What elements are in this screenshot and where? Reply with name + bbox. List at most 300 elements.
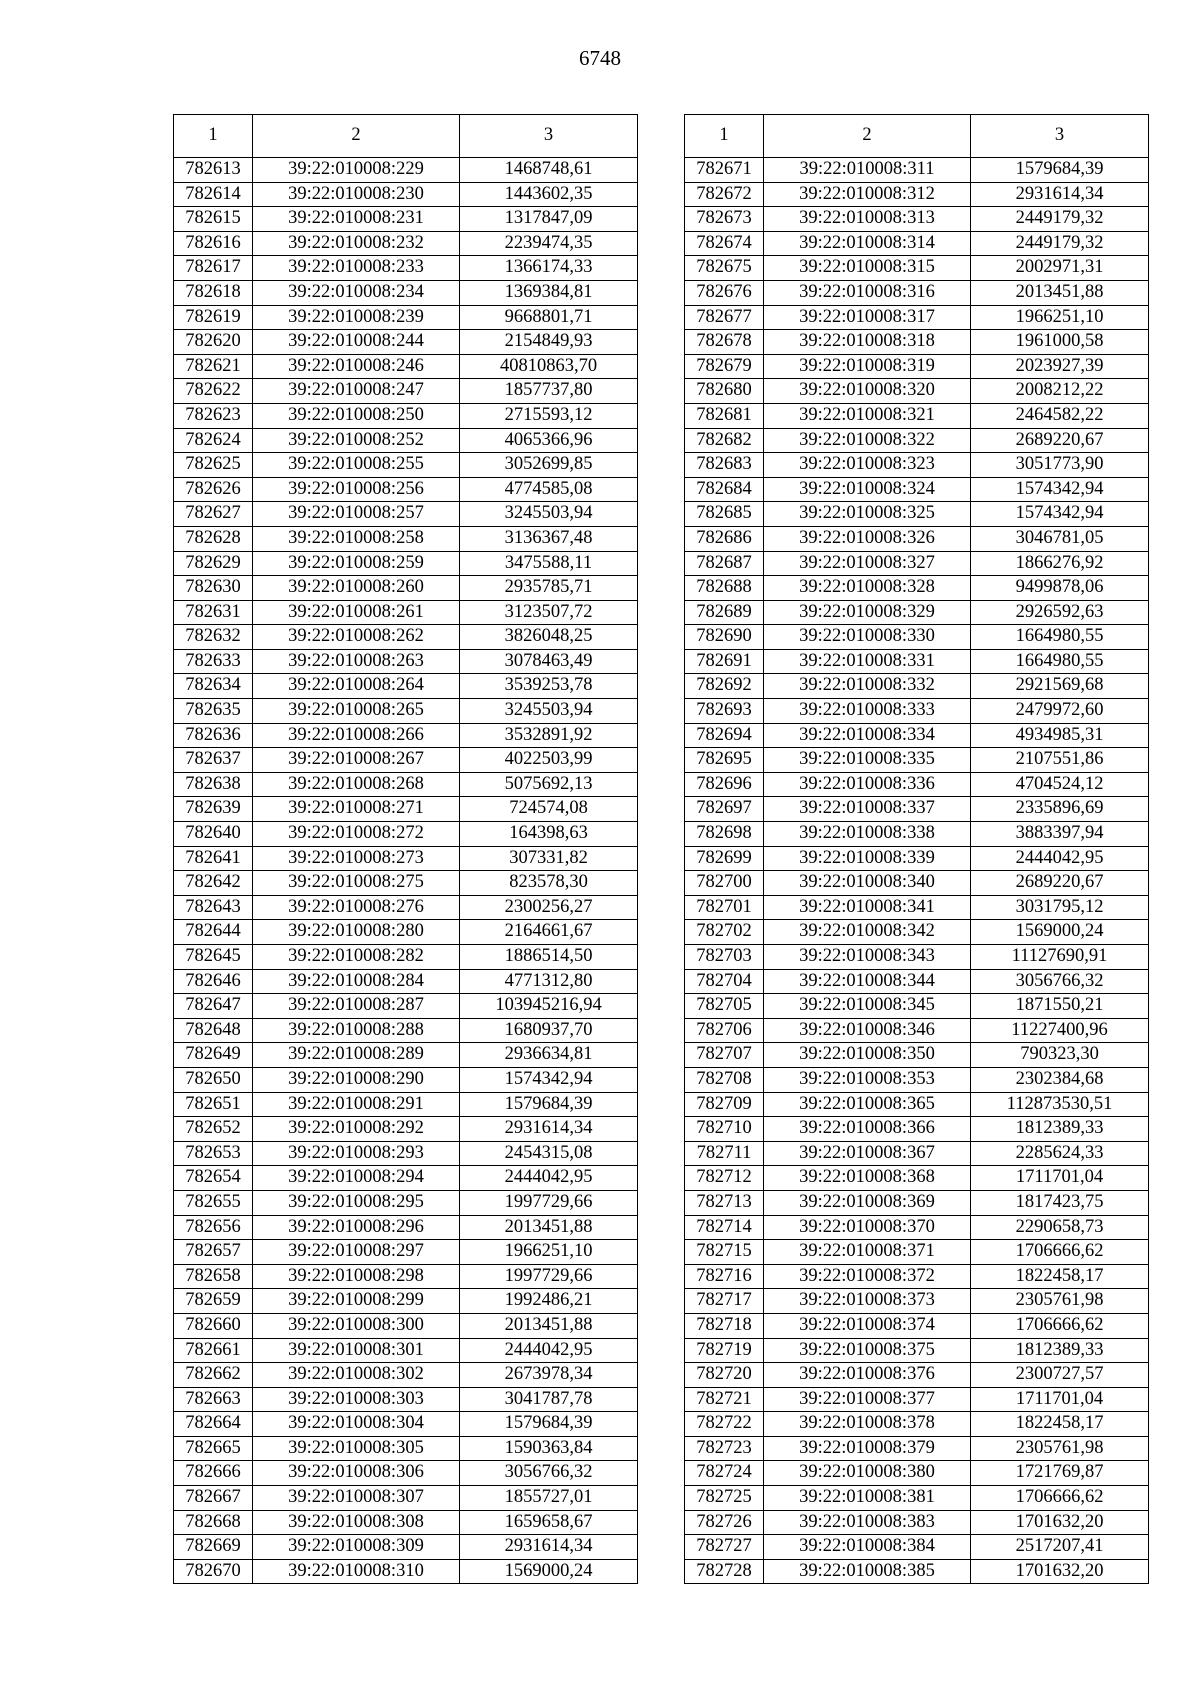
cadastral-number-cell: 39:22:010008:276 xyxy=(253,895,460,920)
table-row xyxy=(174,207,638,232)
table-row xyxy=(174,1240,638,1265)
cadastral-number-cell: 39:22:010008:272 xyxy=(253,822,460,847)
table-row xyxy=(174,1215,638,1240)
row-number-cell: 782644 xyxy=(174,920,253,945)
cadastral-value-cell: 1317847,09 xyxy=(460,207,638,232)
cadastral-value-cell: 3031795,12 xyxy=(971,895,1149,920)
row-number-cell: 782719 xyxy=(685,1338,764,1363)
cadastral-number-cell: 39:22:010008:319 xyxy=(764,354,971,379)
cadastral-value-cell: 1886514,50 xyxy=(460,945,638,970)
row-number-cell: 782618 xyxy=(174,280,253,305)
row-number-cell: 782721 xyxy=(685,1387,764,1412)
column-header: 1 xyxy=(174,115,253,158)
cadastral-number-cell: 39:22:010008:371 xyxy=(764,1240,971,1265)
registry-table-right xyxy=(684,114,1149,1584)
table-row xyxy=(174,1412,638,1437)
cadastral-value-cell: 1711701,04 xyxy=(971,1387,1149,1412)
cadastral-number-cell: 39:22:010008:340 xyxy=(764,871,971,896)
cadastral-value-cell: 1579684,39 xyxy=(971,158,1149,183)
table-row xyxy=(685,649,1149,674)
cadastral-value-cell: 1574342,94 xyxy=(971,502,1149,527)
cadastral-value-cell: 9499878,06 xyxy=(971,576,1149,601)
cadastral-value-cell: 2285624,33 xyxy=(971,1141,1149,1166)
cadastral-number-cell: 39:22:010008:246 xyxy=(253,354,460,379)
cadastral-number-cell: 39:22:010008:255 xyxy=(253,453,460,478)
row-number-cell: 782668 xyxy=(174,1510,253,1535)
cadastral-number-cell: 39:22:010008:308 xyxy=(253,1510,460,1535)
table-row xyxy=(685,846,1149,871)
row-number-cell: 782704 xyxy=(685,969,764,994)
row-number-cell: 782728 xyxy=(685,1559,764,1584)
cadastral-value-cell: 2931614,34 xyxy=(460,1535,638,1560)
cadastral-number-cell: 39:22:010008:365 xyxy=(764,1092,971,1117)
cadastral-number-cell: 39:22:010008:307 xyxy=(253,1486,460,1511)
cadastral-value-cell: 2926592,63 xyxy=(971,600,1149,625)
table-row xyxy=(174,330,638,355)
table-row xyxy=(685,1436,1149,1461)
cadastral-value-cell: 2107551,86 xyxy=(971,748,1149,773)
cadastral-value-cell: 1866276,92 xyxy=(971,551,1149,576)
cadastral-number-cell: 39:22:010008:314 xyxy=(764,231,971,256)
row-number-cell: 782716 xyxy=(685,1264,764,1289)
table-row xyxy=(685,920,1149,945)
cadastral-value-cell: 1706666,62 xyxy=(971,1486,1149,1511)
cadastral-number-cell: 39:22:010008:331 xyxy=(764,649,971,674)
cadastral-value-cell: 3056766,32 xyxy=(460,1461,638,1486)
cadastral-value-cell: 1812389,33 xyxy=(971,1117,1149,1142)
table-row xyxy=(174,822,638,847)
cadastral-value-cell: 2921569,68 xyxy=(971,674,1149,699)
cadastral-number-cell: 39:22:010008:295 xyxy=(253,1190,460,1215)
table-row xyxy=(685,1289,1149,1314)
row-number-cell: 782692 xyxy=(685,674,764,699)
page-number: 6748 xyxy=(579,46,621,70)
cadastral-number-cell: 39:22:010008:333 xyxy=(764,699,971,724)
row-number-cell: 782697 xyxy=(685,797,764,822)
cadastral-value-cell: 3539253,78 xyxy=(460,674,638,699)
table-row xyxy=(685,576,1149,601)
cadastral-number-cell: 39:22:010008:369 xyxy=(764,1190,971,1215)
cadastral-number-cell: 39:22:010008:323 xyxy=(764,453,971,478)
cadastral-number-cell: 39:22:010008:366 xyxy=(764,1117,971,1142)
cadastral-number-cell: 39:22:010008:338 xyxy=(764,822,971,847)
table-row xyxy=(685,1338,1149,1363)
cadastral-number-cell: 39:22:010008:304 xyxy=(253,1412,460,1437)
table-row xyxy=(685,1313,1149,1338)
table-row xyxy=(174,1486,638,1511)
cadastral-number-cell: 39:22:010008:380 xyxy=(764,1461,971,1486)
row-number-cell: 782683 xyxy=(685,453,764,478)
cadastral-value-cell: 2013451,88 xyxy=(460,1215,638,1240)
cadastral-number-cell: 39:22:010008:315 xyxy=(764,256,971,281)
row-number-cell: 782619 xyxy=(174,305,253,330)
table-row xyxy=(174,305,638,330)
cadastral-value-cell: 1966251,10 xyxy=(971,305,1149,330)
table-row xyxy=(174,1264,638,1289)
cadastral-value-cell: 3051773,90 xyxy=(971,453,1149,478)
cadastral-value-cell: 823578,30 xyxy=(460,871,638,896)
row-number-cell: 782674 xyxy=(685,231,764,256)
cadastral-number-cell: 39:22:010008:300 xyxy=(253,1313,460,1338)
cadastral-number-cell: 39:22:010008:259 xyxy=(253,551,460,576)
table-row xyxy=(685,526,1149,551)
cadastral-value-cell: 2444042,95 xyxy=(460,1338,638,1363)
cadastral-value-cell: 112873530,51 xyxy=(971,1092,1149,1117)
table-row xyxy=(174,502,638,527)
row-number-cell: 782724 xyxy=(685,1461,764,1486)
row-number-cell: 782637 xyxy=(174,748,253,773)
cadastral-value-cell: 2715593,12 xyxy=(460,403,638,428)
table-row xyxy=(174,1289,638,1314)
row-number-cell: 782648 xyxy=(174,1018,253,1043)
cadastral-number-cell: 39:22:010008:310 xyxy=(253,1559,460,1584)
table-row xyxy=(685,871,1149,896)
cadastral-value-cell: 4065366,96 xyxy=(460,428,638,453)
cadastral-number-cell: 39:22:010008:244 xyxy=(253,330,460,355)
table-row xyxy=(174,158,638,183)
column-header: 3 xyxy=(460,115,638,158)
row-number-cell: 782647 xyxy=(174,994,253,1019)
row-number-cell: 782650 xyxy=(174,1067,253,1092)
table-row xyxy=(685,1387,1149,1412)
cadastral-number-cell: 39:22:010008:306 xyxy=(253,1461,460,1486)
cadastral-value-cell: 9668801,71 xyxy=(460,305,638,330)
cadastral-number-cell: 39:22:010008:324 xyxy=(764,477,971,502)
cadastral-value-cell: 790323,30 xyxy=(971,1043,1149,1068)
cadastral-value-cell: 1579684,39 xyxy=(460,1412,638,1437)
cadastral-number-cell: 39:22:010008:239 xyxy=(253,305,460,330)
row-number-cell: 782709 xyxy=(685,1092,764,1117)
row-number-cell: 782652 xyxy=(174,1117,253,1142)
cadastral-value-cell: 3123507,72 xyxy=(460,600,638,625)
row-number-cell: 782701 xyxy=(685,895,764,920)
cadastral-number-cell: 39:22:010008:294 xyxy=(253,1166,460,1191)
cadastral-number-cell: 39:22:010008:288 xyxy=(253,1018,460,1043)
table-row xyxy=(685,1510,1149,1535)
cadastral-value-cell: 2164661,67 xyxy=(460,920,638,945)
row-number-cell: 782636 xyxy=(174,723,253,748)
table-row xyxy=(685,674,1149,699)
cadastral-number-cell: 39:22:010008:377 xyxy=(764,1387,971,1412)
row-number-cell: 782653 xyxy=(174,1141,253,1166)
row-number-cell: 782696 xyxy=(685,772,764,797)
table-row xyxy=(174,1141,638,1166)
cadastral-number-cell: 39:22:010008:330 xyxy=(764,625,971,650)
table-row xyxy=(174,969,638,994)
row-number-cell: 782689 xyxy=(685,600,764,625)
row-number-cell: 782727 xyxy=(685,1535,764,1560)
cadastral-number-cell: 39:22:010008:322 xyxy=(764,428,971,453)
row-number-cell: 782700 xyxy=(685,871,764,896)
cadastral-number-cell: 39:22:010008:325 xyxy=(764,502,971,527)
row-number-cell: 782663 xyxy=(174,1387,253,1412)
cadastral-number-cell: 39:22:010008:383 xyxy=(764,1510,971,1535)
cadastral-value-cell: 4774585,08 xyxy=(460,477,638,502)
cadastral-value-cell: 1443602,35 xyxy=(460,182,638,207)
row-number-cell: 782645 xyxy=(174,945,253,970)
table-row xyxy=(685,428,1149,453)
cadastral-value-cell: 1701632,20 xyxy=(971,1510,1149,1535)
cadastral-number-cell: 39:22:010008:262 xyxy=(253,625,460,650)
table-row xyxy=(174,182,638,207)
cadastral-number-cell: 39:22:010008:367 xyxy=(764,1141,971,1166)
cadastral-number-cell: 39:22:010008:374 xyxy=(764,1313,971,1338)
cadastral-number-cell: 39:22:010008:297 xyxy=(253,1240,460,1265)
table-row xyxy=(685,330,1149,355)
row-number-cell: 782613 xyxy=(174,158,253,183)
cadastral-value-cell: 3056766,32 xyxy=(971,969,1149,994)
cadastral-number-cell: 39:22:010008:313 xyxy=(764,207,971,232)
row-number-cell: 782681 xyxy=(685,403,764,428)
cadastral-number-cell: 39:22:010008:320 xyxy=(764,379,971,404)
row-number-cell: 782632 xyxy=(174,625,253,650)
table-row xyxy=(685,158,1149,183)
cadastral-value-cell: 2302384,68 xyxy=(971,1067,1149,1092)
row-number-cell: 782630 xyxy=(174,576,253,601)
row-number-cell: 782635 xyxy=(174,699,253,724)
table-row xyxy=(685,453,1149,478)
row-number-cell: 782629 xyxy=(174,551,253,576)
cadastral-number-cell: 39:22:010008:250 xyxy=(253,403,460,428)
column-header: 2 xyxy=(253,115,460,158)
cadastral-value-cell: 2517207,41 xyxy=(971,1535,1149,1560)
table-row xyxy=(685,895,1149,920)
row-number-cell: 782671 xyxy=(685,158,764,183)
cadastral-number-cell: 39:22:010008:247 xyxy=(253,379,460,404)
column-header: 3 xyxy=(971,115,1149,158)
registry-table-left xyxy=(173,114,638,1584)
table-row xyxy=(174,576,638,601)
table-row xyxy=(685,969,1149,994)
table-row xyxy=(174,1117,638,1142)
row-number-cell: 782616 xyxy=(174,231,253,256)
table-row xyxy=(174,477,638,502)
cadastral-value-cell: 1857737,80 xyxy=(460,379,638,404)
cadastral-number-cell: 39:22:010008:379 xyxy=(764,1436,971,1461)
table-row xyxy=(174,772,638,797)
cadastral-number-cell: 39:22:010008:231 xyxy=(253,207,460,232)
row-number-cell: 782690 xyxy=(685,625,764,650)
cadastral-number-cell: 39:22:010008:336 xyxy=(764,772,971,797)
table-header-row xyxy=(174,115,638,158)
row-number-cell: 782665 xyxy=(174,1436,253,1461)
cadastral-number-cell: 39:22:010008:263 xyxy=(253,649,460,674)
table-row xyxy=(174,1559,638,1584)
table-row xyxy=(174,1018,638,1043)
cadastral-value-cell: 2454315,08 xyxy=(460,1141,638,1166)
cadastral-number-cell: 39:22:010008:337 xyxy=(764,797,971,822)
cadastral-number-cell: 39:22:010008:339 xyxy=(764,846,971,871)
cadastral-number-cell: 39:22:010008:284 xyxy=(253,969,460,994)
cadastral-value-cell: 3532891,92 xyxy=(460,723,638,748)
row-number-cell: 782654 xyxy=(174,1166,253,1191)
row-number-cell: 782642 xyxy=(174,871,253,896)
row-number-cell: 782679 xyxy=(685,354,764,379)
row-number-cell: 782656 xyxy=(174,1215,253,1240)
table-row xyxy=(685,305,1149,330)
table-row xyxy=(685,1067,1149,1092)
cadastral-number-cell: 39:22:010008:268 xyxy=(253,772,460,797)
table-row xyxy=(685,1559,1149,1584)
cadastral-value-cell: 3136367,48 xyxy=(460,526,638,551)
table-row xyxy=(174,1190,638,1215)
cadastral-value-cell: 2023927,39 xyxy=(971,354,1149,379)
cadastral-number-cell: 39:22:010008:316 xyxy=(764,280,971,305)
row-number-cell: 782626 xyxy=(174,477,253,502)
cadastral-number-cell: 39:22:010008:346 xyxy=(764,1018,971,1043)
cadastral-value-cell: 1855727,01 xyxy=(460,1486,638,1511)
row-number-cell: 782670 xyxy=(174,1559,253,1584)
table-row xyxy=(685,551,1149,576)
cadastral-number-cell: 39:22:010008:329 xyxy=(764,600,971,625)
row-number-cell: 782684 xyxy=(685,477,764,502)
row-number-cell: 782714 xyxy=(685,1215,764,1240)
cadastral-number-cell: 39:22:010008:326 xyxy=(764,526,971,551)
cadastral-value-cell: 2013451,88 xyxy=(460,1313,638,1338)
row-number-cell: 782676 xyxy=(685,280,764,305)
table-row xyxy=(174,428,638,453)
cadastral-value-cell: 1590363,84 xyxy=(460,1436,638,1461)
cadastral-value-cell: 1966251,10 xyxy=(460,1240,638,1265)
cadastral-value-cell: 1569000,24 xyxy=(460,1559,638,1584)
row-number-cell: 782699 xyxy=(685,846,764,871)
table-row xyxy=(685,1166,1149,1191)
table-row xyxy=(685,502,1149,527)
row-number-cell: 782672 xyxy=(685,182,764,207)
row-number-cell: 782649 xyxy=(174,1043,253,1068)
cadastral-number-cell: 39:22:010008:258 xyxy=(253,526,460,551)
row-number-cell: 782662 xyxy=(174,1363,253,1388)
cadastral-number-cell: 39:22:010008:292 xyxy=(253,1117,460,1142)
cadastral-value-cell: 307331,82 xyxy=(460,846,638,871)
table-row xyxy=(174,453,638,478)
cadastral-value-cell: 11127690,91 xyxy=(971,945,1149,970)
cadastral-value-cell: 11227400,96 xyxy=(971,1018,1149,1043)
cadastral-value-cell: 1706666,62 xyxy=(971,1313,1149,1338)
cadastral-value-cell: 2444042,95 xyxy=(460,1166,638,1191)
row-number-cell: 782685 xyxy=(685,502,764,527)
table-row xyxy=(174,1510,638,1535)
cadastral-number-cell: 39:22:010008:257 xyxy=(253,502,460,527)
row-number-cell: 782686 xyxy=(685,526,764,551)
table-row xyxy=(685,748,1149,773)
table-row xyxy=(685,1141,1149,1166)
row-number-cell: 782614 xyxy=(174,182,253,207)
cadastral-number-cell: 39:22:010008:234 xyxy=(253,280,460,305)
cadastral-number-cell: 39:22:010008:280 xyxy=(253,920,460,945)
cadastral-value-cell: 2689220,67 xyxy=(971,871,1149,896)
cadastral-number-cell: 39:22:010008:335 xyxy=(764,748,971,773)
cadastral-number-cell: 39:22:010008:373 xyxy=(764,1289,971,1314)
cadastral-number-cell: 39:22:010008:312 xyxy=(764,182,971,207)
cadastral-value-cell: 3041787,78 xyxy=(460,1387,638,1412)
cadastral-number-cell: 39:22:010008:232 xyxy=(253,231,460,256)
cadastral-number-cell: 39:22:010008:233 xyxy=(253,256,460,281)
cadastral-number-cell: 39:22:010008:318 xyxy=(764,330,971,355)
row-number-cell: 782695 xyxy=(685,748,764,773)
cadastral-number-cell: 39:22:010008:302 xyxy=(253,1363,460,1388)
cadastral-value-cell: 4704524,12 xyxy=(971,772,1149,797)
row-number-cell: 782621 xyxy=(174,354,253,379)
row-number-cell: 782658 xyxy=(174,1264,253,1289)
row-number-cell: 782664 xyxy=(174,1412,253,1437)
cadastral-number-cell: 39:22:010008:303 xyxy=(253,1387,460,1412)
row-number-cell: 782707 xyxy=(685,1043,764,1068)
cadastral-value-cell: 4022503,99 xyxy=(460,748,638,773)
cadastral-value-cell: 1817423,75 xyxy=(971,1190,1149,1215)
cadastral-number-cell: 39:22:010008:271 xyxy=(253,797,460,822)
row-number-cell: 782617 xyxy=(174,256,253,281)
cadastral-value-cell: 2290658,73 xyxy=(971,1215,1149,1240)
cadastral-value-cell: 5075692,13 xyxy=(460,772,638,797)
cadastral-value-cell: 1579684,39 xyxy=(460,1092,638,1117)
row-number-cell: 782631 xyxy=(174,600,253,625)
cadastral-value-cell: 1997729,66 xyxy=(460,1264,638,1289)
table-row xyxy=(685,1117,1149,1142)
cadastral-number-cell: 39:22:010008:378 xyxy=(764,1412,971,1437)
table-row xyxy=(174,871,638,896)
cadastral-number-cell: 39:22:010008:267 xyxy=(253,748,460,773)
row-number-cell: 782703 xyxy=(685,945,764,970)
cadastral-value-cell: 2335896,69 xyxy=(971,797,1149,822)
table-row xyxy=(685,1215,1149,1240)
cadastral-number-cell: 39:22:010008:317 xyxy=(764,305,971,330)
cadastral-number-cell: 39:22:010008:332 xyxy=(764,674,971,699)
cadastral-value-cell: 3046781,05 xyxy=(971,526,1149,551)
table-row xyxy=(174,231,638,256)
cadastral-value-cell: 2239474,35 xyxy=(460,231,638,256)
cadastral-number-cell: 39:22:010008:264 xyxy=(253,674,460,699)
row-number-cell: 782624 xyxy=(174,428,253,453)
row-number-cell: 782657 xyxy=(174,1240,253,1265)
cadastral-value-cell: 3078463,49 xyxy=(460,649,638,674)
row-number-cell: 782718 xyxy=(685,1313,764,1338)
row-number-cell: 782633 xyxy=(174,649,253,674)
row-number-cell: 782634 xyxy=(174,674,253,699)
table-row xyxy=(685,772,1149,797)
row-number-cell: 782717 xyxy=(685,1289,764,1314)
cadastral-number-cell: 39:22:010008:353 xyxy=(764,1067,971,1092)
table-row xyxy=(685,1412,1149,1437)
row-number-cell: 782651 xyxy=(174,1092,253,1117)
table-row xyxy=(685,1190,1149,1215)
table-row xyxy=(685,1240,1149,1265)
row-number-cell: 782667 xyxy=(174,1486,253,1511)
row-number-cell: 782710 xyxy=(685,1117,764,1142)
table-row xyxy=(685,625,1149,650)
table-row xyxy=(685,1486,1149,1511)
table-row xyxy=(174,699,638,724)
row-number-cell: 782639 xyxy=(174,797,253,822)
cadastral-value-cell: 1366174,33 xyxy=(460,256,638,281)
cadastral-number-cell: 39:22:010008:298 xyxy=(253,1264,460,1289)
table-row xyxy=(174,256,638,281)
cadastral-value-cell: 2008212,22 xyxy=(971,379,1149,404)
row-number-cell: 782640 xyxy=(174,822,253,847)
cadastral-number-cell: 39:22:010008:368 xyxy=(764,1166,971,1191)
cadastral-number-cell: 39:22:010008:328 xyxy=(764,576,971,601)
row-number-cell: 782708 xyxy=(685,1067,764,1092)
cadastral-number-cell: 39:22:010008:289 xyxy=(253,1043,460,1068)
cadastral-value-cell: 164398,63 xyxy=(460,822,638,847)
row-number-cell: 782675 xyxy=(685,256,764,281)
row-number-cell: 782627 xyxy=(174,502,253,527)
table-row xyxy=(174,354,638,379)
table-row xyxy=(685,699,1149,724)
table-row xyxy=(174,1461,638,1486)
cadastral-value-cell: 2936634,81 xyxy=(460,1043,638,1068)
cadastral-number-cell: 39:22:010008:301 xyxy=(253,1338,460,1363)
